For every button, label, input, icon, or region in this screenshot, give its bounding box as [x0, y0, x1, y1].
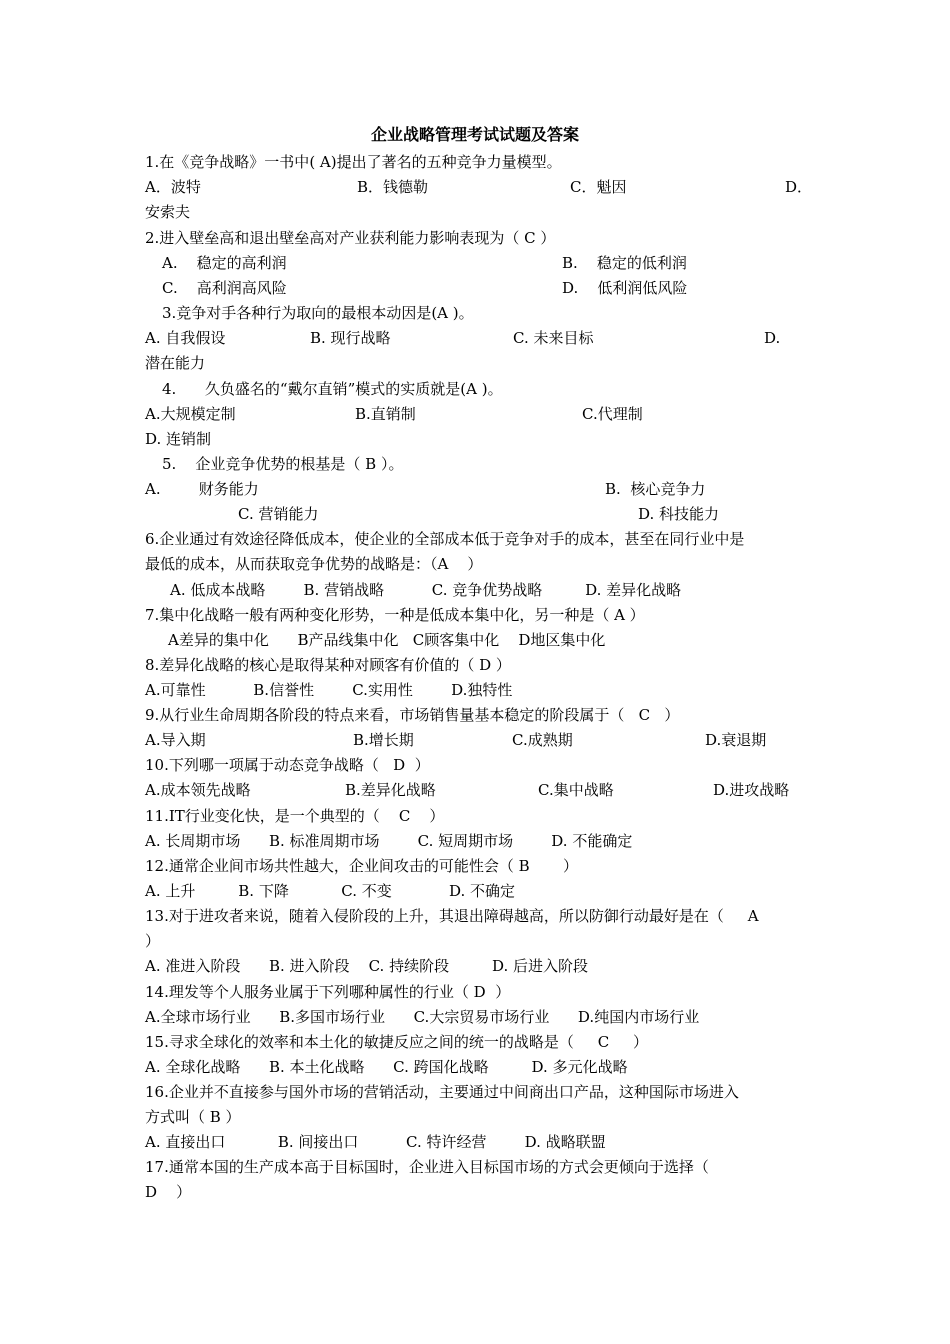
- text-line-q3-c: C. 未来目标: [513, 329, 594, 347]
- text-line-q14-opts: A.全球市场行业 B.多国市场行业 C.大宗贸易市场行业 D.纯国内市场行业: [145, 1008, 700, 1026]
- text-line-q2-b: B. 稳定的低利润: [562, 254, 687, 272]
- text-line-q5-b: B. 核心竞争力: [605, 480, 706, 498]
- text-line-q8: 8.差异化战略的核心是取得某种对顾客有价值的（ D ）: [145, 656, 511, 674]
- text-line-q5-a: A. 财务能力: [145, 480, 259, 498]
- text-line-q2-a: A. 稳定的高利润: [162, 254, 287, 272]
- text-line-q9-b: B.增长期: [353, 731, 414, 749]
- text-line-q1: 1.在《竞争战略》一书中( A)提出了著名的五种竞争力量模型。: [145, 153, 562, 171]
- text-line-q15: 15.寻求全球化的效率和本土化的敏捷反应之间的统一的战略是（ C ）: [145, 1033, 649, 1051]
- text-line-q9: 9.从行业生命周期各阶段的特点来看，市场销售量基本稳定的阶段属于（ C ）: [145, 706, 680, 724]
- text-line-q15-opts: A. 全球化战略 B. 本土化战略 C. 跨国化战略 D. 多元化战略: [145, 1058, 628, 1076]
- document-title: 企业战略管理考试试题及答案: [370, 125, 579, 144]
- text-line-q17-cont: D ）: [145, 1183, 192, 1201]
- text-line-q17: 17.通常本国的生产成本高于目标国时，企业进入目标国市场的方式会更倾向于选择（: [145, 1158, 709, 1176]
- text-line-q9-a: A.导入期: [145, 731, 206, 749]
- text-line-q7-opts: A差异的集中化 B产品线集中化 C顾客集中化 D地区集中化: [168, 631, 606, 649]
- text-line-q4-c: C.代理制: [582, 405, 643, 423]
- text-line-q9-d: D.衰退期: [705, 731, 767, 749]
- text-line-q1-a: A．波特: [145, 178, 201, 196]
- text-line-q16-cont: 方式叫（ B ）: [145, 1108, 241, 1126]
- text-line-q13: 13.对于进攻者来说，随着入侵阶段的上升，其退出障碍越高，所以防御行动最好是在（ A: [145, 907, 759, 925]
- text-line-q10-d: D.进攻战略: [713, 781, 790, 799]
- text-line-q3: 3.竞争对手各种行为取向的最根本动因是(A )。: [162, 304, 474, 322]
- text-line-q16-opts: A. 直接出口 B. 间接出口 C. 特许经营 D. 战略联盟: [145, 1133, 606, 1151]
- text-line-q4-d: D. 连销制: [145, 430, 212, 448]
- text-line-q11-opts: A. 长周期市场 B. 标准周期市场 C. 短周期市场 D. 不能确定: [145, 832, 633, 850]
- text-line-q16: 16.企业并不直接参与国外市场的营销活动，主要通过中间商出口产品，这种国际市场进入: [145, 1083, 739, 1101]
- text-line-q10-c: C.集中战略: [538, 781, 614, 799]
- text-line-q8-opts: A.可靠性 B.信誉性 C.实用性 D.独特性: [145, 681, 513, 699]
- text-line-q12-opts: A. 上升 B. 下降 C. 不变 D. 不确定: [145, 882, 516, 900]
- text-line-q3-a: A. 自我假设: [145, 329, 226, 347]
- text-line-q1-b: B．钱德勒: [357, 178, 429, 196]
- text-line-q10-b: B.差异化战略: [345, 781, 436, 799]
- text-line-q4-b: B.直销制: [355, 405, 416, 423]
- text-line-q10-a: A.成本领先战略: [145, 781, 251, 799]
- text-line-q1-d-cont: 安索夫: [145, 203, 191, 221]
- text-line-q1-c: C．魁因: [570, 178, 627, 196]
- text-line-q5-c: C. 营销能力: [238, 505, 319, 523]
- text-line-q6-cont: 最低的成本，从而获取竞争优势的战略是：（A ）: [145, 555, 483, 573]
- text-line-q6: 6.企业通过有效途径降低成本，使企业的全部成本低于竞争对手的成本，甚至在同行业中是: [145, 530, 745, 548]
- text-line-q14: 14.理发等个人服务业属于下列哪种属性的行业（ D ）: [145, 983, 511, 1001]
- text-line-q2: 2.进入壁垒高和退出壁垒高对产业获利能力影响表现为（ C ）: [145, 229, 556, 247]
- text-line-q2-d: D. 低利润低风险: [562, 279, 688, 297]
- text-line-q10: 10.下列哪一项属于动态竞争战略（ D ）: [145, 756, 430, 774]
- text-line-q3-d: D.: [764, 329, 781, 347]
- text-line-q3-d-cont: 潜在能力: [145, 354, 206, 372]
- text-line-q12: 12.通常企业间市场共性越大，企业间攻击的可能性会（ B ）: [145, 857, 579, 875]
- text-line-q13-opts: A. 准进入阶段 B. 进入阶段 C. 持续阶段 D. 后进入阶段: [145, 957, 589, 975]
- text-line-q3-b: B. 现行战略: [310, 329, 391, 347]
- text-line-q5-d: D. 科技能力: [638, 505, 720, 523]
- text-line-q1-d: D．: [785, 178, 813, 196]
- text-line-q2-c: C. 高利润高风险: [162, 279, 287, 297]
- text-line-q11: 11.IT行业变化快，是一个典型的（ C ）: [145, 807, 445, 825]
- text-line-q13-cont: ）: [145, 932, 161, 950]
- text-line-q9-c: C.成熟期: [512, 731, 573, 749]
- text-line-q4: 4. 久负盛名的“戴尔直销”模式的实质就是(A )。: [162, 380, 503, 398]
- text-line-q4-a: A.大规模定制: [145, 405, 236, 423]
- text-line-q7: 7.集中化战略一般有两种变化形势，一种是低成本集中化，另一种是（ A ）: [145, 606, 645, 624]
- text-line-q6-opts: A. 低成本战略 B. 营销战略 C. 竞争优势战略 D. 差异化战略: [170, 581, 682, 599]
- text-line-q5: 5. 企业竞争优势的根基是（ B ）。: [162, 455, 404, 473]
